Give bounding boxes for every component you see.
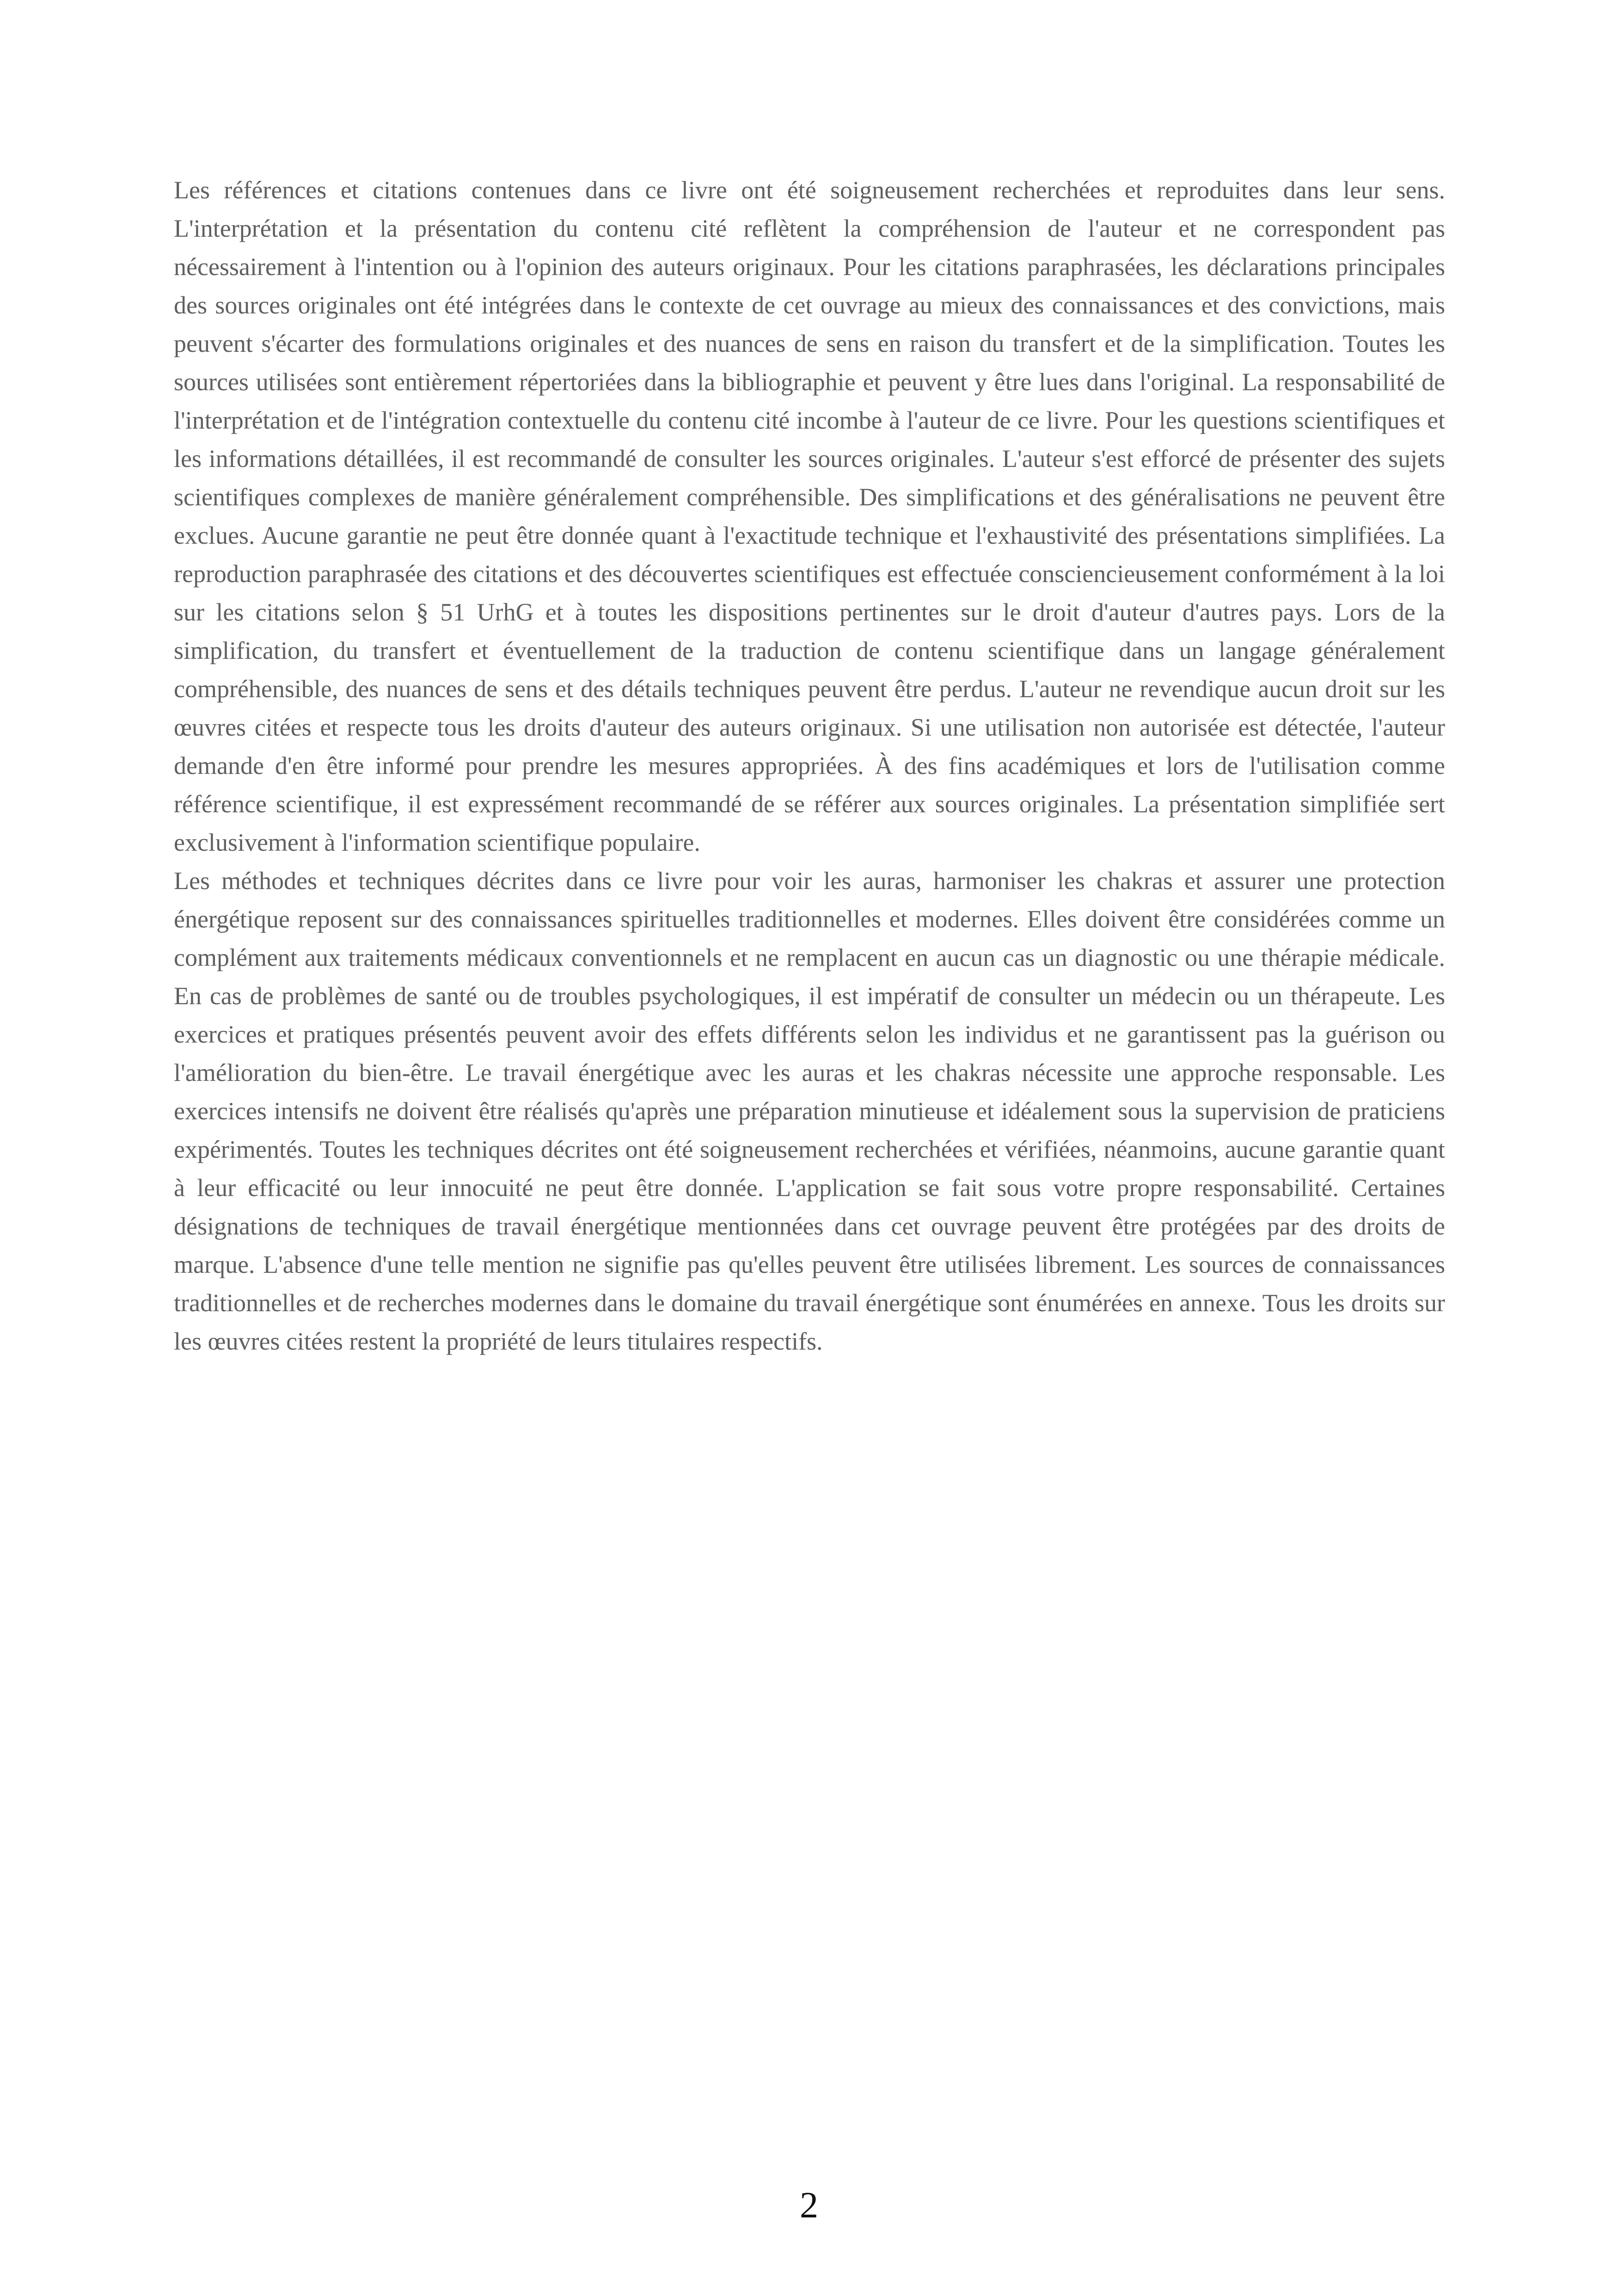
disclaimer-paragraph-energy-work: Les méthodes et techniques décrites dans ce livre pour voir les auras, harmoniser les chakras et assurer une protection énergétique reposent sur des connaissances spirituelles traditionnelles et modernes. Elles doivent être considérées comme un complément aux traitements médicaux conventionnels et ne remplacent en aucun cas un diagnostic ou une thérapie médicale. En cas de problèmes de santé ou de troubles psychologiques, il est impératif de consulter un médecin ou un thérapeute. Les exercices et pratiques présentés peuvent avoir des effets différents selon les individus et ne garantissent pas la guérison ou l'amélioration du bien-être. Le travail énergétique avec les auras et les chakras nécessite une approche responsable. Les exercices intensifs ne doivent être réalisés qu'après une préparation minutieuse et idéalement sous la supervision de praticiens expérimentés. Toutes les techniques décrites ont été soigneusement recherchées et vérifiées, néanmoins, aucune garantie quant à leur efficacité ou leur innocuité ne peut être donnée. L'application se fait sous votre propre responsabilité. Certaines désignations de techniques de travail énergétique mentionnées dans cet ouvrage peuvent être protégées par des droits de marque. L'absence d'une telle mention ne signifie pas qu'elles peuvent être utilisées librement. Les sources de connaissances traditionnelles et de recherches modernes dans le domaine du travail énergétique sont énumérées en annexe. Tous les droits sur les œuvres citées restent la propriété de leurs titulaires respectifs. xyxy=(174,867,1445,1355)
disclaimer-paragraph-citations: Les références et citations contenues dans ce livre ont été soigneusement recherchées et reproduites dans leur sens. L'interprétation et la présentation du contenu cité reflètent la compréhension de l'auteur et ne correspondent pas nécessairement à l'intention ou à l'opinion des auteurs originaux. Pour les citations paraphrasées, les déclarations principales des sources originales ont été intégrées dans le contexte de cet ouvrage au mieux des connaissances et des convictions, mais peuvent s'écarter des formulations originales et des nuances de sens en raison du transfert et de la simplification. Toutes les sources utilisées sont entièrement répertoriées dans la bibliographie et peuvent y être lues dans l'original. La responsabilité de l'interprétation et de l'intégration contextuelle du contenu cité incombe à l'auteur de ce livre. Pour les questions scientifiques et les informations détaillées, il est recommandé de consulter les sources originales. L'auteur s'est efforcé de présenter des sujets scientifiques complexes de manière généralement compréhensible. Des simplifications et des généralisations ne peuvent être exclues. Aucune garantie ne peut être donnée quant à l'exactitude technique et l'exhaustivité des présentations simplifiées. La reproduction paraphrasée des citations et des découvertes scientifiques est effectuée consciencieusement conformément à la loi sur les citations selon § 51 UrhG et à toutes les dispositions pertinentes sur le droit d'auteur d'autres pays. Lors de la simplification, du transfert et éventuellement de la traduction de contenu scientifique dans un langage généralement compréhensible, des nuances de sens et des détails techniques peuvent être perdus. L'auteur ne revendique aucun droit sur les œuvres citées et respecte tous les droits d'auteur des auteurs originaux. Si une utilisation non autorisée est détectée, l'auteur demande d'en être informé pour prendre les mesures appropriées. À des fins académiques et lors de l'utilisation comme référence scientifique, il est expressément recommandé de se référer aux sources originales. La présentation simplifiée sert exclusivement à l'information scientifique populaire. xyxy=(174,176,1445,856)
page-number: 2 xyxy=(800,2185,818,2226)
body-text xyxy=(174,171,1445,1361)
